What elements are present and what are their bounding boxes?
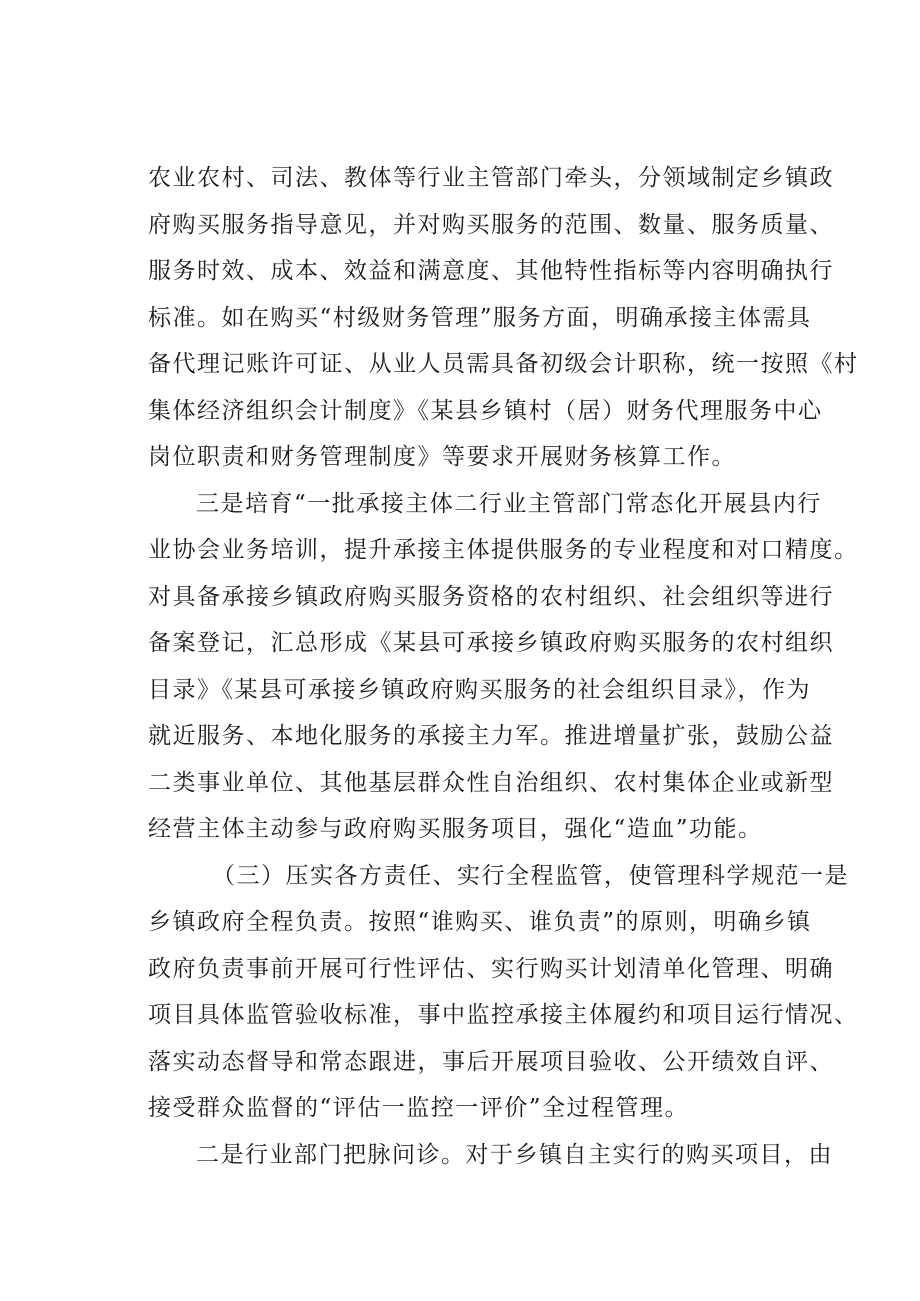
text-line-1: 农业农村、司法、教体等行业主管部门牵头，分领域制定乡镇政 — [148, 165, 834, 191]
text-line-14: 二类事业单位、其他基层群众性自治组织、农村集体企业或新型 — [148, 770, 834, 796]
text-line-2: 府购买服务指导意见，并对购买服务的范围、数量、服务质量、 — [148, 212, 834, 238]
text-line-4: 标准。如在购买“村级财务管理”服务方面，明确承接主体需具 — [148, 305, 812, 331]
text-line-19: 项目具体监管验收标准，事中监控承接主体履约和项目运行情况、 — [148, 1002, 859, 1028]
text-line-8: 三是培育“一批承接主体二行业主管部门常态化开展县内行 — [196, 491, 822, 517]
text-line-12: 目录》《某县可承接乡镇政府购买服务的社会组织目录》，作为 — [148, 677, 811, 703]
text-line-21: 接受群众监督的“评估一监控一评价”全过程管理。 — [148, 1095, 690, 1121]
text-line-22: 二是行业部门把脉问诊。对于乡镇自主实行的购买项目，由 — [196, 1142, 833, 1168]
text-line-15: 经营主体主动参与政府购买服务项目，强化“造血”功能。 — [148, 816, 763, 842]
text-line-9: 业协会业务培训，提升承接主体提供服务的专业程度和对口精度。 — [148, 537, 859, 563]
text-line-5: 备代理记账许可证、从业人员需具备初级会计职称，统一按照《村 — [148, 351, 859, 377]
text-line-6: 集体经济组织会计制度》《某县乡镇村（居）财务代理服务中心 — [148, 398, 823, 424]
text-line-13: 就近服务、本地化服务的承接主力军。推进增量扩张，鼓励公益 — [148, 723, 834, 749]
text-line-7: 岗位职责和财务管理制度》等要求开展财务核算工作。 — [148, 444, 736, 470]
text-line-16: （三）压实各方责任、实行全程监管，使管理科学规范一是 — [212, 863, 849, 889]
text-line-10: 对具备承接乡镇政府购买服务资格的农村组织、社会组织等进行 — [148, 584, 834, 610]
text-line-17: 乡镇政府全程负责。按照“谁购买、谁负责”的原则，明确乡镇 — [148, 909, 812, 935]
text-line-18: 政府负责事前开展可行性评估、实行购买计划清单化管理、明确 — [148, 956, 834, 982]
text-line-3: 服务时效、成本、效益和满意度、其他特性指标等内容明确执行 — [148, 258, 834, 284]
text-line-20: 落实动态督导和常态跟进，事后开展项目验收、公开绩效自评、 — [148, 1049, 834, 1075]
text-line-11: 备案登记，汇总形成《某县可承接乡镇政府购买服务的农村组织 — [148, 630, 834, 656]
